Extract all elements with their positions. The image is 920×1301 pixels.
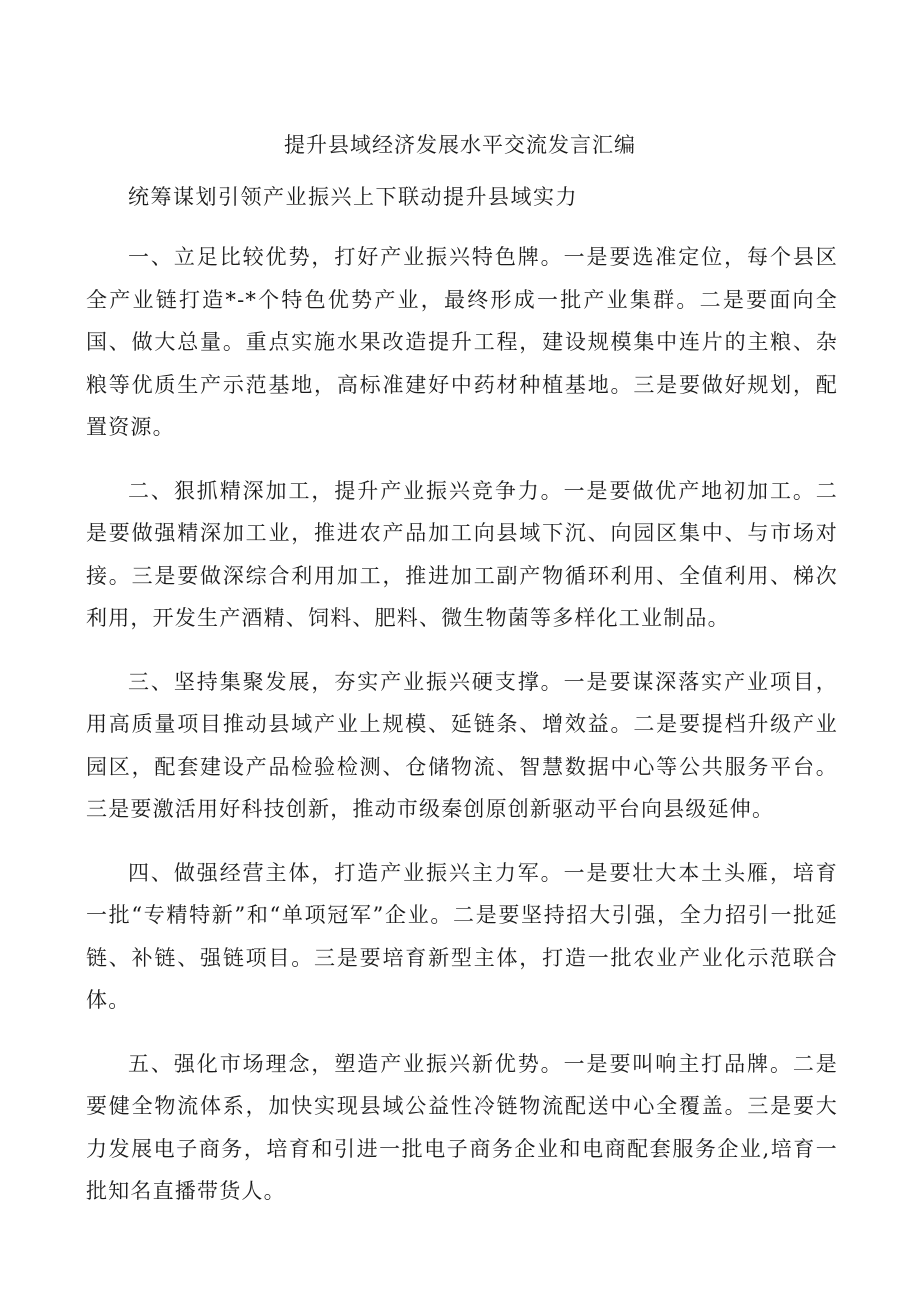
paragraph-1: 一、立足比较优势，打好产业振兴特色牌。一是要选准定位，每个县区全产业链打造*-*个特色优势产业，最终形成一批产业集群。二是要面向全国、做大总量。重点实施水果改造提升工程，建设规模集中连片的主粮、杂粮等优质生产示范基地，高标准建好中药材种植基地。三是要做好规划，配置资源。 [86,245,838,439]
document-body [86,236,838,1234]
document-subtitle: 统筹谋划引领产业振兴上下联动提升县域实力 [128,185,578,209]
paragraph-5: 五、强化市场理念，塑造产业振兴新优势。一是要叫响主打品牌。二是要健全物流体系，加快实现县域公益性冷链物流配送中心全覆盖。三是要大力发展电子商务，培育和引进一批电子商务企业和电商配套服务企业,培育一批知名直播带货人。 [86,1051,838,1203]
paragraph-2: 二、狠抓精深加工，提升产业振兴竞争力。一是要做优产地初加工。二是要做强精深加工业，推进农产品加工向县域下沉、向园区集中、与市场对接。三是要做深综合利用加工，推进加工副产物循环利用、全值利用、梯次利用，开发生产酒精、饲料、肥料、微生物菌等多样化工业制品。 [86,478,838,630]
paragraph-4: 四、做强经营主体，打造产业振兴主力军。一是要壮大本土头雁，培育一批“专精特新”和“单项冠军”企业。二是要坚持招大引强，全力招引一批延链、补链、强链项目。三是要培育新型主体，打造一批农业产业化示范联合体。 [86,860,838,1012]
paragraph-3: 三、坚持集聚发展，夯实产业振兴硬支撑。一是要谋深落实产业项目，用高质量项目推动县域产业上规模、延链条、增效益。二是要提档升级产业园区，配套建设产品检验检测、仓储物流、智慧数据中心等公共服务平台。三是要激活用好科技创新，推动市级秦创原创新驱动平台向县级延伸。 [86,669,838,821]
document-title: 提升县域经济发展水平交流发言汇编 [284,133,636,157]
